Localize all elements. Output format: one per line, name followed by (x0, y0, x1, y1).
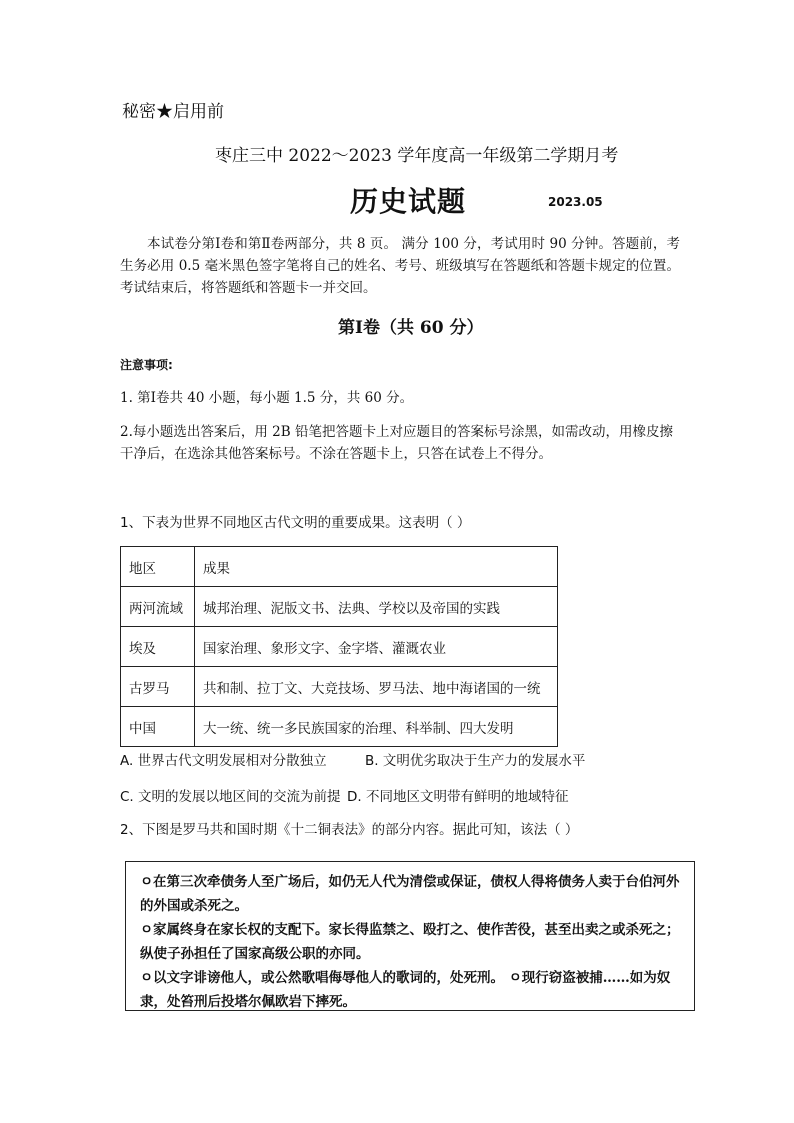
twelve-tables-excerpt (125, 861, 695, 1011)
excerpt-line: ㅇ家属终身在家长权的支配下。家长得监禁之、殴打之、使作苦役，甚至出卖之或杀死之；纵使子孙担任了国家高级公职的亦同。 (140, 922, 680, 962)
table-cell: 国家治理、象形文字、金字塔、灌溉农业 (195, 627, 558, 667)
note-item: 2.每小题选出答案后，用 2B 铅笔把答题卡上对应题目的答案标号涂黑，如需改动，用橡皮擦干净后，在选涂其他答案标号。不涂在答题卡上，只答在试卷上不得分。 (120, 424, 673, 462)
table-row (121, 667, 558, 707)
table-cell: 古罗马 (121, 667, 195, 707)
table-row (121, 587, 558, 627)
exam-subtitle: 枣庄三中 2022～2023 学年度高一年级第二学期月考 (215, 146, 619, 166)
option-c: C. 文明的发展以地区间的交流为前提 (120, 789, 341, 805)
table-cell: 两河流域 (121, 587, 195, 627)
table-cell: 城邦治理、泥版文书、法典、学校以及帝国的实践 (195, 587, 558, 627)
question-2-stem: 2、下图是罗马共和国时期《十二铜表法》的部分内容。据此可知，该法（ ） (120, 822, 579, 838)
section-title: 第Ⅰ卷（共 60 分） (338, 318, 484, 338)
option-b: B. 文明优劣取决于生产力的发展水平 (365, 753, 586, 769)
option-a: A. 世界古代文明发展相对分散独立 (120, 753, 327, 769)
notes-heading: 注意事项: (120, 358, 173, 372)
exam-instructions: 本试卷分第Ⅰ卷和第Ⅱ卷两部分，共 8 页。 满分 100 分，考试用时 90 分钟。答题前，考生务必用 0.5 毫米黑色签字笔将自己的姓名、考号、班级填写在答题纸和答题卡规定的位置。考试结束后，将答题纸和答题卡一并交回。 (120, 236, 680, 296)
confidential-mark: 秘密★启用前 (122, 102, 224, 122)
table-row (121, 707, 558, 747)
table-cell: 共和制、拉丁文、大竞技场、罗马法、地中海诸国的一统 (195, 667, 558, 707)
excerpt-line: ㅇ以文字诽谤他人，或公然歌唱侮辱他人的歌词的，处死刑。 ㅇ现行窃盗被捕……如为奴隶，处笞刑后投塔尔佩欧岩下摔死。 (140, 970, 671, 1010)
civilization-table (120, 546, 558, 747)
excerpt-line: ㅇ在第三次牵债务人至广场后，如仍无人代为清偿或保证，债权人得将债务人卖于台伯河外的外国或杀死之。 (140, 874, 680, 914)
table-row (121, 627, 558, 667)
table-header-cell: 成果 (195, 547, 558, 587)
table-header-cell: 地区 (121, 547, 195, 587)
option-d: D. 不同地区文明带有鲜明的地域特征 (347, 789, 569, 805)
table-header-row (121, 547, 558, 587)
exam-date: 2023.05 (548, 195, 603, 209)
table-cell: 大一统、统一多民族国家的治理、科举制、四大发明 (195, 707, 558, 747)
table-cell: 埃及 (121, 627, 195, 667)
table-cell: 中国 (121, 707, 195, 747)
page-title: 历史试题 (350, 185, 467, 218)
question-1-stem: 1、下表为世界不同地区古代文明的重要成果。这表明（ ） (120, 515, 471, 531)
note-item: 1. 第Ⅰ卷共 40 小题，每小题 1.5 分，共 60 分。 (120, 390, 414, 406)
